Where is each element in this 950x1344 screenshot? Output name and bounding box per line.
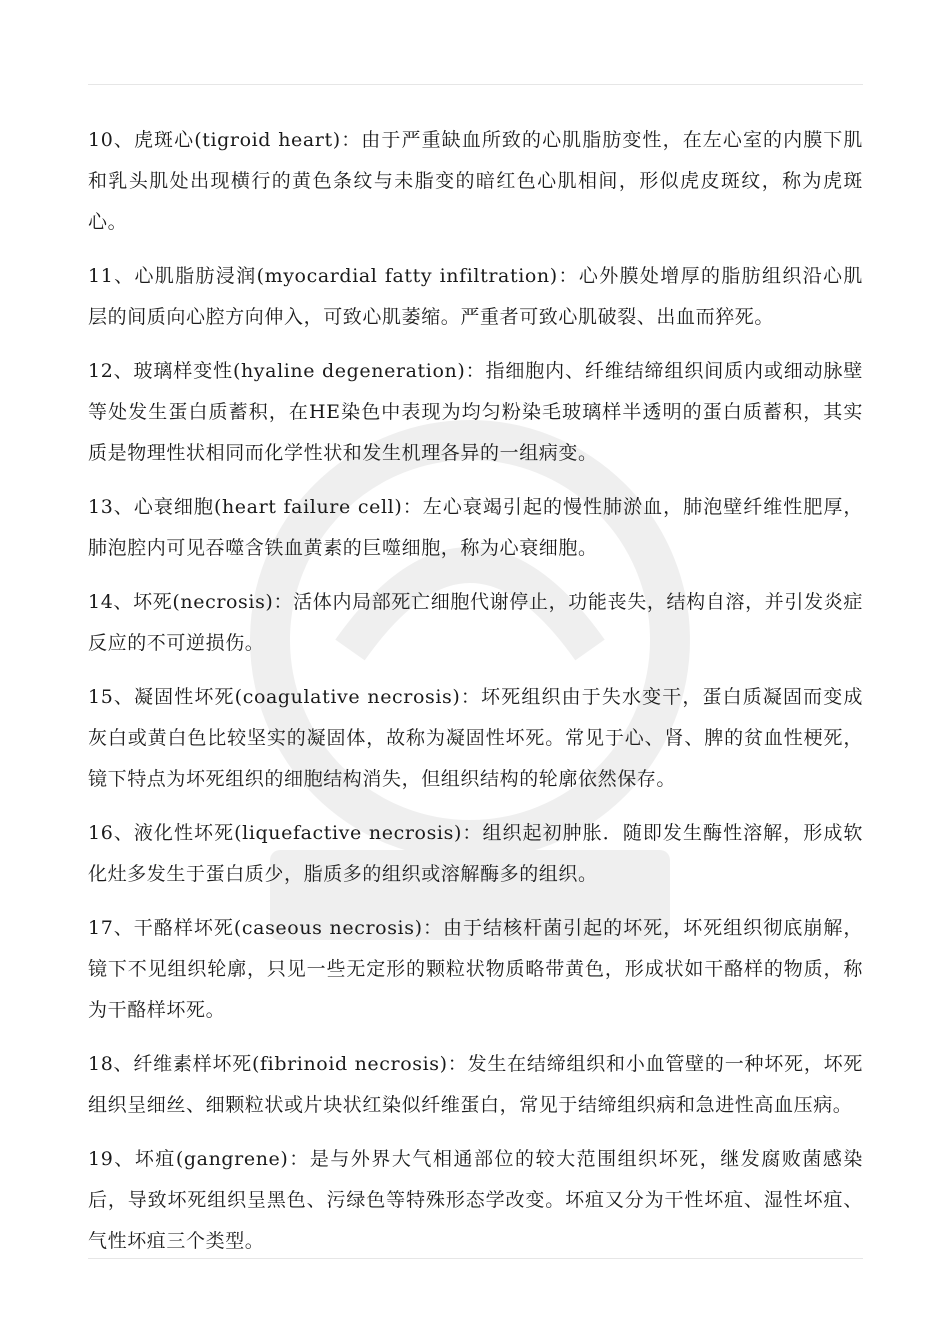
glossary-entry-18: 18、纤维素样坏死(fibrinoid necrosis)：发生在结缔组织和小血管壁的一种坏死，坏死组织呈细丝、细颗粒状或片块状红染似纤维蛋白，常见于结缔组织病和急进性高血压病。 — [88, 1053, 863, 1116]
glossary-entry-17: 17、干酪样坏死(caseous necrosis)：由于结核杆菌引起的坏死，坏死组织彻底崩解，镜下不见组织轮廓，只见一些无定形的颗粒状物质略带黄色，形成状如干酪样的物质，称为干酪样坏死。 — [88, 917, 863, 1021]
glossary-content — [88, 120, 863, 1275]
glossary-entry-14: 14、坏死(necrosis)：活体内局部死亡细胞代谢停止，功能丧失，结构自溶，并引发炎症反应的不可逆损伤。 — [88, 591, 863, 654]
footer-divider — [88, 1258, 863, 1259]
glossary-entry-16: 16、液化性坏死(liquefactive necrosis)：组织起初肿胀．随即发生酶性溶解，形成软化灶多发生于蛋白质少，脂质多的组织或溶解酶多的组织。 — [88, 822, 863, 885]
glossary-entry-13: 13、心衰细胞(heart failure cell)：左心衰竭引起的慢性肺淤血，肺泡壁纤维性肥厚，肺泡腔内可见吞噬含铁血黄素的巨噬细胞，称为心衰细胞。 — [88, 496, 863, 559]
glossary-entry-19: 19、坏疽(gangrene)：是与外界大气相通部位的较大范围组织坏死，继发腐败菌感染后，导致坏死组织呈黑色、污绿色等特殊形态学改变。坏疽又分为干性坏疽、湿性坏疽、气性坏疽三个类型。 — [88, 1148, 863, 1252]
glossary-entry-12: 12、玻璃样变性(hyaline degeneration)：指细胞内、纤维结缔组织间质内或细动脉壁等处发生蛋白质蓄积，在HE染色中表现为均匀粉染毛玻璃样半透明的蛋白质蓄积，其实质是物理性状相同而化学性状和发生机理各异的一组病变。 — [88, 360, 863, 464]
glossary-entry-10: 10、虎斑心(tigroid heart)：由于严重缺血所致的心肌脂肪变性，在左心室的内膜下肌和乳头肌处出现横行的黄色条纹与未脂变的暗红色心肌相间，形似虎皮斑纹，称为虎斑心。 — [88, 129, 863, 233]
glossary-entry-15: 15、凝固性坏死(coagulative necrosis)：坏死组织由于失水变干，蛋白质凝固而变成灰白或黄白色比较坚实的凝固体，故称为凝固性坏死。常见于心、肾、脾的贫血性梗死，镜下特点为坏死组织的细胞结构消失，但组织结构的轮廓依然保存。 — [88, 686, 863, 790]
header-divider — [88, 84, 863, 85]
glossary-entry-11: 11、心肌脂肪浸润(myocardial fatty infiltration)：心外膜处增厚的脂肪组织沿心肌层的间质向心腔方向伸入，可致心肌萎缩。严重者可致心肌破裂、出血而猝死。 — [88, 265, 863, 328]
